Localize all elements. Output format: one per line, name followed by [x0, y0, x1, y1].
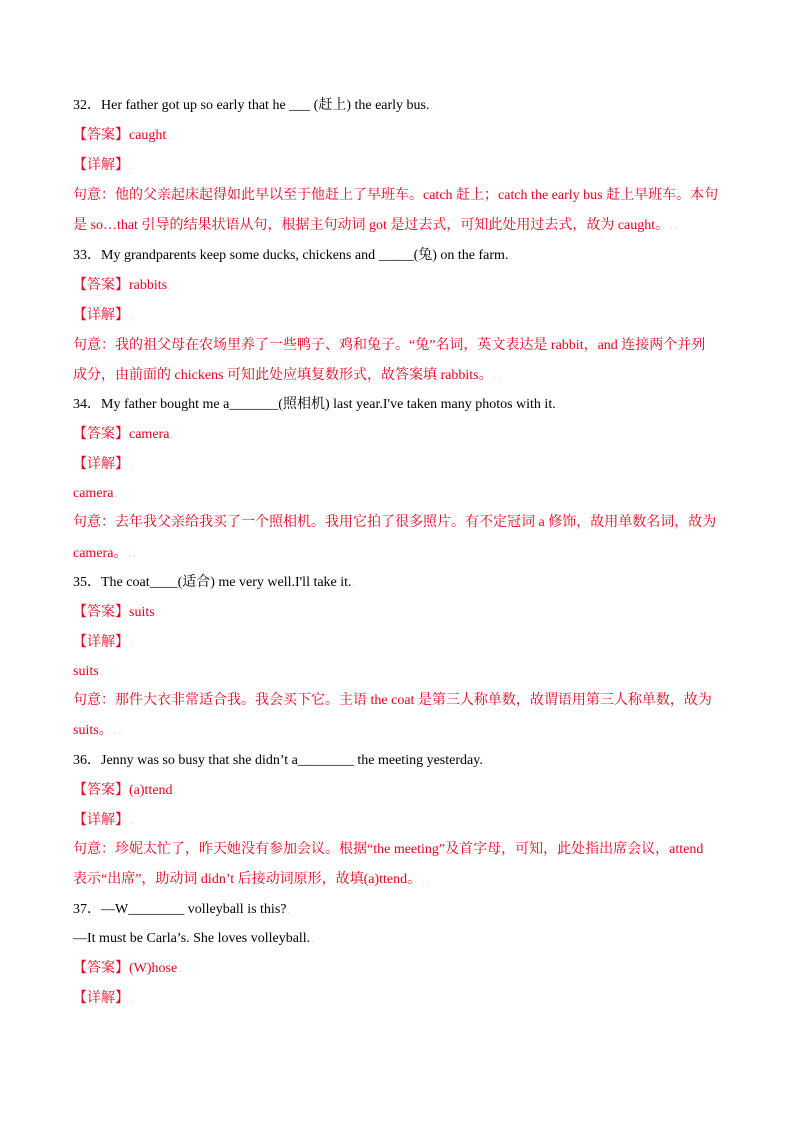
explain-35-line1: 句意：那件大衣非常适合我。我会买下它。主语 the coat 是第三人称单数，故谓语用第三人称单数，故为 [73, 693, 712, 708]
detail-label-32: 【详解】. [73, 158, 133, 173]
question-34: 34．My father bought me a_______(照相机) last year.I've taken many photos with it.. [73, 397, 560, 412]
explain-33-line2: 成分，由前面的 chickens 可知此处应填复数形式，故答案填 rabbits。. . [73, 368, 502, 383]
explain-32-line2: 是 so…that 引导的结果状语从句，根据主句动词 got 是过去式，可知此处用过去式，故为 caught。. . [73, 218, 678, 233]
question-37-reply: —It must be Carla’s. She loves volleyball.. [73, 931, 314, 946]
detail-extra-34: camera. [73, 486, 117, 501]
explain-32-line1: 句意：他的父亲起床起得如此早以至于他赶上了早班车。catch 赶上；catch the early bus 赶上早班车。本句 [73, 188, 719, 203]
explain-35-line2: suits。. . [73, 723, 122, 738]
detail-extra-35: suits. [73, 664, 103, 679]
detail-label-35: 【详解】. [73, 635, 133, 650]
detail-label-36: 【详解】. [73, 813, 133, 828]
answer-32: 【答案】caught. [73, 128, 170, 143]
detail-label-33: 【详解】. [73, 308, 133, 323]
explain-34-line1: 句意：去年我父亲给我买了一个照相机。我用它拍了很多照片。有不定冠词 a 修饰，故用单数名词，故为 [73, 515, 717, 530]
explain-34-line2: camera。. . [73, 546, 136, 561]
question-32: 32．Her father got up so early that he ___ (赶上) the early bus.. [73, 98, 434, 113]
explain-33-line1: 句意：我的祖父母在农场里养了一些鸭子、鸡和兔子。“兔”名词，英文表达是 rabbit，and 连接两个并列 [73, 338, 706, 353]
explain-36-line2: 表示“出席”，助动词 didn’t 后接动词原形，故填(a)ttend。. . [73, 872, 430, 887]
question-35: 35．The coat____(适合) me very well.I'll take it.. [73, 575, 356, 590]
question-37: 37．—W________ volleyball is this?. [73, 902, 290, 917]
answer-33: 【答案】rabbits. [73, 278, 171, 293]
answer-35: 【答案】suits. [73, 605, 159, 620]
detail-label-37: 【详解】. [73, 991, 133, 1006]
answer-34: 【答案】camera. [73, 427, 173, 442]
question-33: 33．My grandparents keep some ducks, chickens and _____(兔) on the farm.. [73, 248, 512, 263]
answer-37: 【答案】(W)hose. [73, 961, 181, 976]
question-36: 36．Jenny was so busy that she didn’t a________ the meeting yesterday.. [73, 753, 487, 768]
detail-label-34: 【详解】. [73, 457, 133, 472]
answer-36: 【答案】(a)ttend. [73, 783, 177, 798]
explain-36-line1: 句意：珍妮太忙了，昨天她没有参加会议。根据“the meeting”及首字母，可知，此处指出席会议，attend [73, 842, 704, 857]
